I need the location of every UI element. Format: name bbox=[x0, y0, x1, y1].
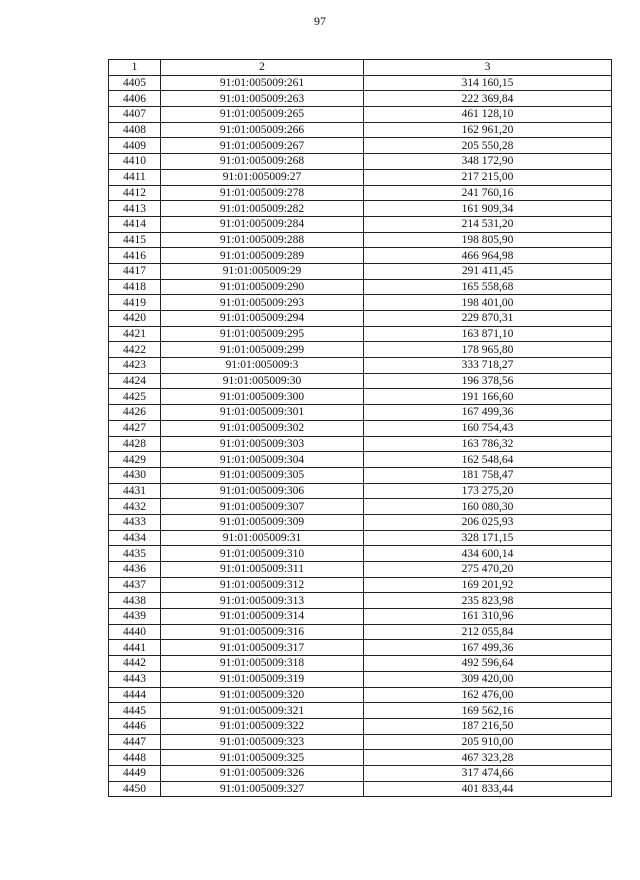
value-cell: 167 499,36 bbox=[364, 640, 612, 656]
table-row bbox=[109, 514, 612, 530]
value-cell: 162 548,64 bbox=[364, 452, 612, 468]
cadastral-number-cell: 91:01:005009:319 bbox=[161, 671, 364, 687]
table-row bbox=[109, 452, 612, 468]
row-number-cell: 4443 bbox=[109, 671, 161, 687]
table-row bbox=[109, 295, 612, 311]
table-row bbox=[109, 232, 612, 248]
table-row bbox=[109, 750, 612, 766]
value-cell: 235 823,98 bbox=[364, 593, 612, 609]
cadastral-number-cell: 91:01:005009:310 bbox=[161, 546, 364, 562]
row-number-cell: 4414 bbox=[109, 216, 161, 232]
row-number-cell: 4419 bbox=[109, 295, 161, 311]
value-cell: 217 215,00 bbox=[364, 169, 612, 185]
row-number-cell: 4421 bbox=[109, 326, 161, 342]
row-number-cell: 4422 bbox=[109, 342, 161, 358]
table-row bbox=[109, 373, 612, 389]
table-row bbox=[109, 154, 612, 170]
row-number-cell: 4407 bbox=[109, 107, 161, 123]
row-number-cell: 4434 bbox=[109, 530, 161, 546]
table-row bbox=[109, 91, 612, 107]
row-number-cell: 4444 bbox=[109, 687, 161, 703]
row-number-cell: 4426 bbox=[109, 405, 161, 421]
table-row bbox=[109, 107, 612, 123]
table-row bbox=[109, 263, 612, 279]
table-row bbox=[109, 405, 612, 421]
value-cell: 212 055,84 bbox=[364, 624, 612, 640]
cadastral-number-cell: 91:01:005009:299 bbox=[161, 342, 364, 358]
cadastral-number-cell: 91:01:005009:263 bbox=[161, 91, 364, 107]
cadastral-number-cell: 91:01:005009:325 bbox=[161, 750, 364, 766]
table-row bbox=[109, 169, 612, 185]
value-cell: 275 470,20 bbox=[364, 562, 612, 578]
value-cell: 161 909,34 bbox=[364, 201, 612, 217]
table-row bbox=[109, 279, 612, 295]
cadastral-number-cell: 91:01:005009:295 bbox=[161, 326, 364, 342]
row-number-cell: 4433 bbox=[109, 514, 161, 530]
value-cell: 241 760,16 bbox=[364, 185, 612, 201]
table-row bbox=[109, 624, 612, 640]
row-number-cell: 4430 bbox=[109, 467, 161, 483]
value-cell: 178 965,80 bbox=[364, 342, 612, 358]
cadastral-number-cell: 91:01:005009:265 bbox=[161, 107, 364, 123]
value-cell: 314 160,15 bbox=[364, 75, 612, 91]
table-row bbox=[109, 483, 612, 499]
column-header-3: 3 bbox=[364, 60, 612, 76]
cadastral-number-cell: 91:01:005009:268 bbox=[161, 154, 364, 170]
value-cell: 214 531,20 bbox=[364, 216, 612, 232]
table-row bbox=[109, 342, 612, 358]
value-cell: 328 171,15 bbox=[364, 530, 612, 546]
value-cell: 162 961,20 bbox=[364, 122, 612, 138]
table-body bbox=[109, 75, 612, 797]
table-row bbox=[109, 577, 612, 593]
value-cell: 229 870,31 bbox=[364, 311, 612, 327]
column-header-2: 2 bbox=[161, 60, 364, 76]
cadastral-number-cell: 91:01:005009:322 bbox=[161, 718, 364, 734]
row-number-cell: 4429 bbox=[109, 452, 161, 468]
cadastral-number-cell: 91:01:005009:305 bbox=[161, 467, 364, 483]
page-number: 97 bbox=[314, 14, 326, 28]
cadastral-number-cell: 91:01:005009:31 bbox=[161, 530, 364, 546]
value-cell: 163 786,32 bbox=[364, 436, 612, 452]
table-row bbox=[109, 75, 612, 91]
row-number-cell: 4405 bbox=[109, 75, 161, 91]
data-table bbox=[108, 59, 612, 797]
table-header-row bbox=[109, 60, 612, 76]
cadastral-number-cell: 91:01:005009:323 bbox=[161, 734, 364, 750]
cadastral-number-cell: 91:01:005009:284 bbox=[161, 216, 364, 232]
cadastral-number-cell: 91:01:005009:311 bbox=[161, 562, 364, 578]
cadastral-number-cell: 91:01:005009:321 bbox=[161, 703, 364, 719]
cadastral-number-cell: 91:01:005009:314 bbox=[161, 609, 364, 625]
cadastral-number-cell: 91:01:005009:302 bbox=[161, 420, 364, 436]
table-row bbox=[109, 122, 612, 138]
cadastral-number-cell: 91:01:005009:316 bbox=[161, 624, 364, 640]
value-cell: 401 833,44 bbox=[364, 781, 612, 797]
value-cell: 333 718,27 bbox=[364, 358, 612, 374]
value-cell: 434 600,14 bbox=[364, 546, 612, 562]
cadastral-number-cell: 91:01:005009:326 bbox=[161, 765, 364, 781]
cadastral-number-cell: 91:01:005009:312 bbox=[161, 577, 364, 593]
row-number-cell: 4442 bbox=[109, 656, 161, 672]
cadastral-number-cell: 91:01:005009:282 bbox=[161, 201, 364, 217]
cadastral-number-cell: 91:01:005009:300 bbox=[161, 389, 364, 405]
value-cell: 165 558,68 bbox=[364, 279, 612, 295]
cadastral-number-cell: 91:01:005009:304 bbox=[161, 452, 364, 468]
cadastral-number-cell: 91:01:005009:261 bbox=[161, 75, 364, 91]
value-cell: 160 080,30 bbox=[364, 499, 612, 515]
cadastral-number-cell: 91:01:005009:278 bbox=[161, 185, 364, 201]
row-number-cell: 4417 bbox=[109, 263, 161, 279]
row-number-cell: 4435 bbox=[109, 546, 161, 562]
cadastral-number-cell: 91:01:005009:289 bbox=[161, 248, 364, 264]
table-row bbox=[109, 703, 612, 719]
value-cell: 222 369,84 bbox=[364, 91, 612, 107]
row-number-cell: 4447 bbox=[109, 734, 161, 750]
row-number-cell: 4418 bbox=[109, 279, 161, 295]
cadastral-number-cell: 91:01:005009:266 bbox=[161, 122, 364, 138]
row-number-cell: 4438 bbox=[109, 593, 161, 609]
row-number-cell: 4410 bbox=[109, 154, 161, 170]
table-row bbox=[109, 781, 612, 797]
table-row bbox=[109, 671, 612, 687]
row-number-cell: 4409 bbox=[109, 138, 161, 154]
value-cell: 461 128,10 bbox=[364, 107, 612, 123]
value-cell: 181 758,47 bbox=[364, 467, 612, 483]
value-cell: 169 562,16 bbox=[364, 703, 612, 719]
row-number-cell: 4425 bbox=[109, 389, 161, 405]
value-cell: 167 499,36 bbox=[364, 405, 612, 421]
table-row bbox=[109, 389, 612, 405]
table-row bbox=[109, 248, 612, 264]
value-cell: 161 310,96 bbox=[364, 609, 612, 625]
cadastral-number-cell: 91:01:005009:293 bbox=[161, 295, 364, 311]
row-number-cell: 4413 bbox=[109, 201, 161, 217]
row-number-cell: 4408 bbox=[109, 122, 161, 138]
table-row bbox=[109, 311, 612, 327]
row-number-cell: 4428 bbox=[109, 436, 161, 452]
value-cell: 162 476,00 bbox=[364, 687, 612, 703]
column-header-1: 1 bbox=[109, 60, 161, 76]
row-number-cell: 4411 bbox=[109, 169, 161, 185]
row-number-cell: 4424 bbox=[109, 373, 161, 389]
value-cell: 169 201,92 bbox=[364, 577, 612, 593]
row-number-cell: 4420 bbox=[109, 311, 161, 327]
cadastral-number-cell: 91:01:005009:327 bbox=[161, 781, 364, 797]
value-cell: 198 805,90 bbox=[364, 232, 612, 248]
row-number-cell: 4406 bbox=[109, 91, 161, 107]
table-row bbox=[109, 467, 612, 483]
row-number-cell: 4440 bbox=[109, 624, 161, 640]
table-row bbox=[109, 718, 612, 734]
row-number-cell: 4415 bbox=[109, 232, 161, 248]
table-row bbox=[109, 185, 612, 201]
cadastral-number-cell: 91:01:005009:294 bbox=[161, 311, 364, 327]
row-number-cell: 4427 bbox=[109, 420, 161, 436]
table-row bbox=[109, 499, 612, 515]
cadastral-number-cell: 91:01:005009:290 bbox=[161, 279, 364, 295]
row-number-cell: 4423 bbox=[109, 358, 161, 374]
row-number-cell: 4450 bbox=[109, 781, 161, 797]
cadastral-number-cell: 91:01:005009:309 bbox=[161, 514, 364, 530]
table-row bbox=[109, 546, 612, 562]
cadastral-number-cell: 91:01:005009:301 bbox=[161, 405, 364, 421]
cadastral-number-cell: 91:01:005009:303 bbox=[161, 436, 364, 452]
table-row bbox=[109, 562, 612, 578]
table-row bbox=[109, 530, 612, 546]
table-row bbox=[109, 420, 612, 436]
value-cell: 348 172,90 bbox=[364, 154, 612, 170]
table-row bbox=[109, 358, 612, 374]
value-cell: 205 550,28 bbox=[364, 138, 612, 154]
table-row bbox=[109, 593, 612, 609]
table-row bbox=[109, 216, 612, 232]
value-cell: 205 910,00 bbox=[364, 734, 612, 750]
table-row bbox=[109, 687, 612, 703]
value-cell: 160 754,43 bbox=[364, 420, 612, 436]
cadastral-number-cell: 91:01:005009:318 bbox=[161, 656, 364, 672]
cadastral-number-cell: 91:01:005009:27 bbox=[161, 169, 364, 185]
value-cell: 196 378,56 bbox=[364, 373, 612, 389]
table-row bbox=[109, 640, 612, 656]
value-cell: 206 025,93 bbox=[364, 514, 612, 530]
row-number-cell: 4441 bbox=[109, 640, 161, 656]
table-row bbox=[109, 765, 612, 781]
cadastral-number-cell: 91:01:005009:306 bbox=[161, 483, 364, 499]
value-cell: 198 401,00 bbox=[364, 295, 612, 311]
table-row bbox=[109, 326, 612, 342]
cadastral-number-cell: 91:01:005009:313 bbox=[161, 593, 364, 609]
cadastral-number-cell: 91:01:005009:288 bbox=[161, 232, 364, 248]
row-number-cell: 4412 bbox=[109, 185, 161, 201]
value-cell: 492 596,64 bbox=[364, 656, 612, 672]
table-row bbox=[109, 734, 612, 750]
value-cell: 163 871,10 bbox=[364, 326, 612, 342]
row-number-cell: 4439 bbox=[109, 609, 161, 625]
value-cell: 291 411,45 bbox=[364, 263, 612, 279]
row-number-cell: 4432 bbox=[109, 499, 161, 515]
cadastral-number-cell: 91:01:005009:267 bbox=[161, 138, 364, 154]
cadastral-number-cell: 91:01:005009:307 bbox=[161, 499, 364, 515]
value-cell: 309 420,00 bbox=[364, 671, 612, 687]
table-row bbox=[109, 609, 612, 625]
table-row bbox=[109, 201, 612, 217]
value-cell: 191 166,60 bbox=[364, 389, 612, 405]
row-number-cell: 4416 bbox=[109, 248, 161, 264]
value-cell: 173 275,20 bbox=[364, 483, 612, 499]
cadastral-number-cell: 91:01:005009:320 bbox=[161, 687, 364, 703]
cadastral-number-cell: 91:01:005009:3 bbox=[161, 358, 364, 374]
row-number-cell: 4449 bbox=[109, 765, 161, 781]
cadastral-number-cell: 91:01:005009:30 bbox=[161, 373, 364, 389]
row-number-cell: 4431 bbox=[109, 483, 161, 499]
value-cell: 466 964,98 bbox=[364, 248, 612, 264]
row-number-cell: 4448 bbox=[109, 750, 161, 766]
row-number-cell: 4437 bbox=[109, 577, 161, 593]
row-number-cell: 4436 bbox=[109, 562, 161, 578]
cadastral-number-cell: 91:01:005009:29 bbox=[161, 263, 364, 279]
table-row bbox=[109, 436, 612, 452]
table-row bbox=[109, 656, 612, 672]
value-cell: 317 474,66 bbox=[364, 765, 612, 781]
value-cell: 187 216,50 bbox=[364, 718, 612, 734]
table-row bbox=[109, 138, 612, 154]
row-number-cell: 4445 bbox=[109, 703, 161, 719]
value-cell: 467 323,28 bbox=[364, 750, 612, 766]
cadastral-number-cell: 91:01:005009:317 bbox=[161, 640, 364, 656]
row-number-cell: 4446 bbox=[109, 718, 161, 734]
